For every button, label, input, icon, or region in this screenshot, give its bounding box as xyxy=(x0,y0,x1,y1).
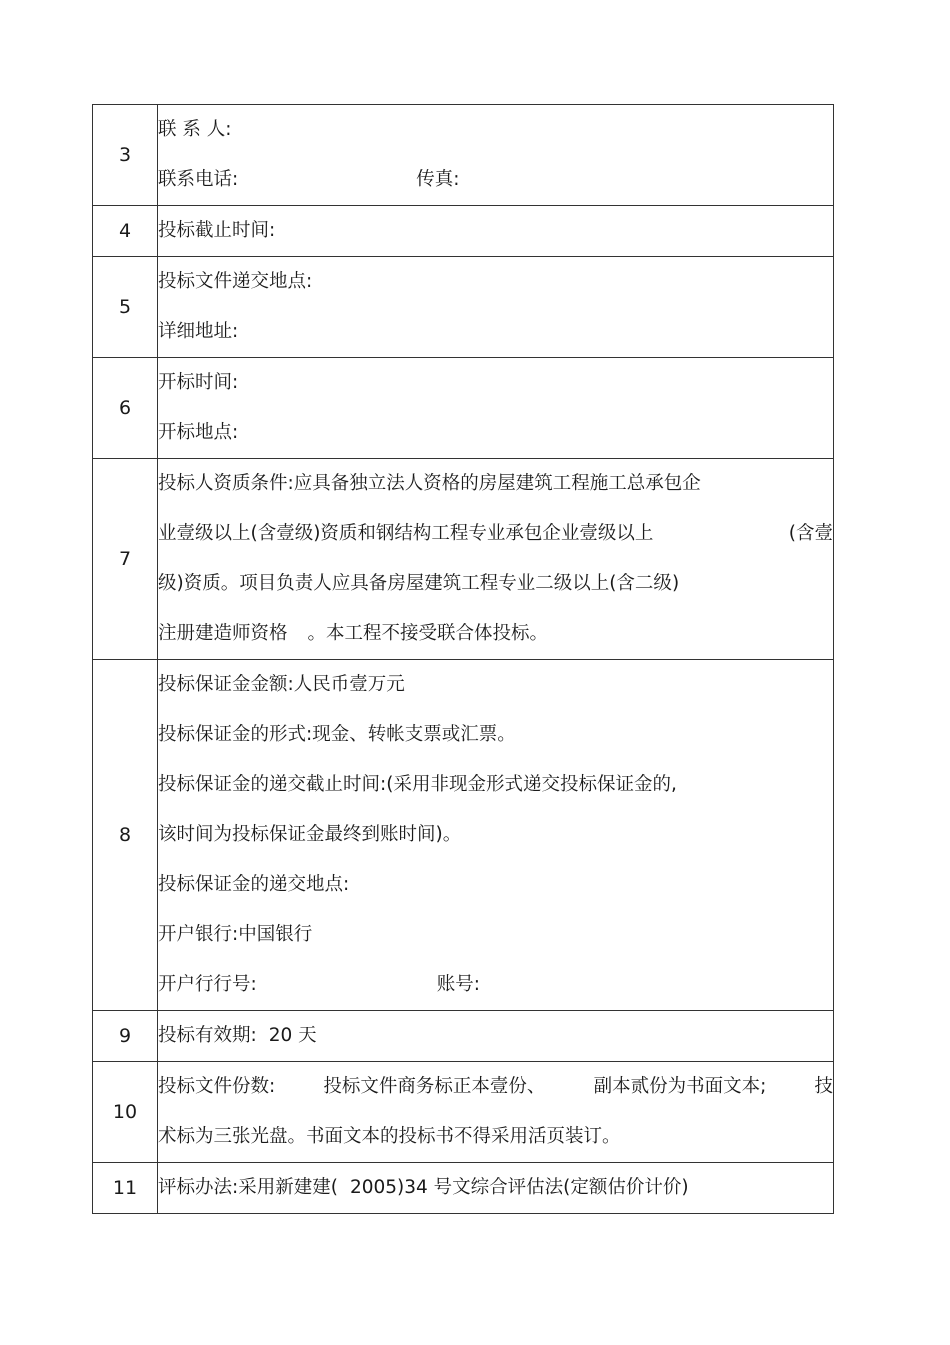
table-row xyxy=(93,1011,834,1062)
deposit-deadline-label: 投标保证金的递交截止时间:(采用非现金形式递交投标保证金的, xyxy=(158,774,677,795)
account-label: 账号: xyxy=(436,974,480,995)
bank-code-account-line xyxy=(158,960,833,1010)
contact-person-label: 联 系 人: xyxy=(158,119,232,140)
table-row xyxy=(93,660,834,1011)
copies-text: 术标为三张光盘。书面文本的投标书不得采用活页装订。 xyxy=(158,1126,621,1147)
table-row xyxy=(93,358,834,459)
row-number: 10 xyxy=(93,1062,158,1163)
table-row xyxy=(93,459,834,660)
table-row xyxy=(93,1163,834,1214)
qualification-text: 级)资质。项目负责人应具备房屋建筑工程专业二级以上(含二级) xyxy=(158,573,680,594)
row-number: 3 xyxy=(93,105,158,206)
submission-place-label: 投标文件递交地点: xyxy=(158,271,313,292)
copies-text: 投标文件份数: 投标文件商务标正本壹份、 副本贰份为书面文本; 技 xyxy=(158,1076,833,1097)
row-number: 11 xyxy=(93,1163,158,1214)
phone-fax-line xyxy=(158,155,833,205)
bank-code-label: 开户行行号: xyxy=(158,974,257,995)
evaluation-method-line: 评标办法:采用新建建( 2005)34 号文综合评估法(定额估价计价) xyxy=(158,1177,689,1198)
fax-label: 传真: xyxy=(416,169,460,190)
bid-deadline-label: 投标截止时间: xyxy=(158,220,276,241)
row-number: 6 xyxy=(93,358,158,459)
deposit-place-label: 投标保证金的递交地点: xyxy=(158,874,350,895)
row-content xyxy=(158,1011,834,1062)
row-content xyxy=(158,358,834,459)
row-number: 9 xyxy=(93,1011,158,1062)
row-content xyxy=(158,1163,834,1214)
address-label: 详细地址: xyxy=(158,321,239,342)
validity-label: 投标有效期: xyxy=(158,1025,257,1046)
row-content xyxy=(158,459,834,660)
row-content xyxy=(158,257,834,358)
table-row xyxy=(93,1062,834,1163)
qualification-text: 注册建造师资格 。本工程不接受联合体投标。 xyxy=(158,623,549,644)
qualification-text: 投标人资质条件:应具备独立法人资格的房屋建筑工程施工总承包企 xyxy=(158,473,701,494)
row-number: 8 xyxy=(93,660,158,1011)
row-content xyxy=(158,1062,834,1163)
deposit-amount-label: 投标保证金金额:人民币壹万元 xyxy=(158,674,405,695)
row-number: 7 xyxy=(93,459,158,660)
deposit-deadline-note: 该时间为投标保证金最终到账时间)。 xyxy=(158,824,462,845)
row-content xyxy=(158,660,834,1011)
qualification-text: 业壹级以上(含壹级)资质和钢结构工程专业承包企业壹级以上 (含壹 xyxy=(158,523,833,544)
deposit-form-label: 投标保证金的形式:现金、转帐支票或汇票。 xyxy=(158,724,516,745)
opening-place-label: 开标地点: xyxy=(158,422,239,443)
opening-time-label: 开标时间: xyxy=(158,372,239,393)
validity-line xyxy=(158,1011,833,1061)
validity-value: 20 天 xyxy=(268,1025,317,1046)
row-content xyxy=(158,206,834,257)
bank-label: 开户银行:中国银行 xyxy=(158,924,313,945)
phone-label: 联系电话: xyxy=(158,169,239,190)
row-number: 4 xyxy=(93,206,158,257)
table-row xyxy=(93,105,834,206)
info-table xyxy=(92,104,834,1214)
row-content xyxy=(158,105,834,206)
row-number: 5 xyxy=(93,257,158,358)
table-row xyxy=(93,206,834,257)
table-row xyxy=(93,257,834,358)
